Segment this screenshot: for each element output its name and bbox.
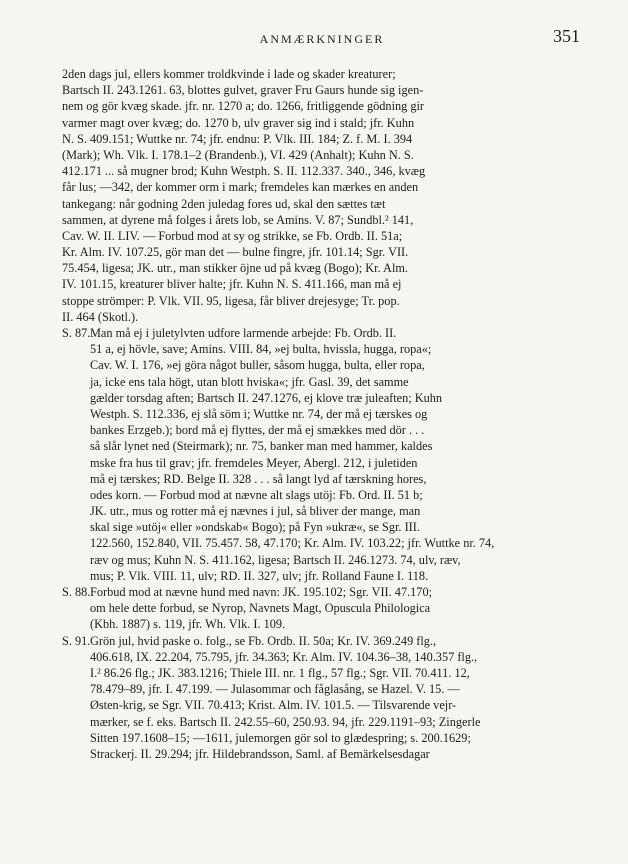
line-text: odes korn. — Forbud mod at nævne alt slags utöj: Fb. Ord. II. 51 b; xyxy=(90,487,423,502)
text-line xyxy=(62,374,588,390)
line-text: I.² 86.26 flg.; JK. 383.1216; Thiele III. nr. 1 flg., 57 flg.; Sgr. VII. 70.411. 12, xyxy=(90,665,470,680)
line-text: om hele dette forbud, se Nyrop, Navnets Magt, Opuscula Philologica xyxy=(90,601,431,616)
line-text: mske fra hus til grav; jfr. fremdeles Meyer, Abergl. 212, i juletiden xyxy=(90,455,418,470)
text-line xyxy=(62,406,588,422)
line-text: JK. utr., mus og rotter må ej nævnes i jul, så bliver der mange, man xyxy=(90,504,421,519)
text-line xyxy=(62,179,588,195)
line-text: bankes Erzgeb.); bord må ej flyttes, der må ej smækkes med dör . . . xyxy=(90,423,425,438)
line-text: mærker, se f. eks. Bartsch II. 242.55–60, 250.93. 94, jfr. 229.1191–93; Zingerle xyxy=(90,714,481,729)
text-line xyxy=(62,746,588,762)
text-line xyxy=(62,714,588,730)
text-line xyxy=(62,633,588,649)
line-text: 406.618, IX. 22.204, 75.795, jfr. 34.363; Kr. Alm. IV. 104.36–38, 140.357 flg., xyxy=(90,649,478,664)
text-line xyxy=(62,487,588,503)
text-line xyxy=(62,131,588,147)
text-line xyxy=(62,503,588,519)
line-text: N. S. 409.151; Wuttke nr. 74; jfr. endnu: P. Vlk. III. 184; Z. f. M. I. 394 xyxy=(62,131,413,146)
note-label: S. 87. xyxy=(62,326,91,340)
text-line xyxy=(62,600,588,616)
line-text: 412.171 ... så mugner brod; Kuhn Westph. S. II. 112.337. 340., 346, kvæg xyxy=(62,164,426,179)
text-line xyxy=(62,390,588,406)
text-line xyxy=(62,293,588,309)
line-text: Grön jul, hvid paske o. folg., se Fb. Ordb. II. 50a; Kr. IV. 369.249 flg., xyxy=(90,633,437,648)
text-line xyxy=(62,260,588,276)
text-line xyxy=(62,163,588,179)
text-line xyxy=(62,584,588,600)
note-label: S. 91. xyxy=(62,633,91,648)
text-line xyxy=(62,276,588,292)
line-text: skal sige »utöj« eller »ondskab« Bogo); på Fyn »ukræ«, se Sgr. III. xyxy=(90,520,420,535)
line-text: 2den dags jul, ellers kommer troldkvinde i lade og skader kreaturer; xyxy=(62,67,396,81)
note-block xyxy=(62,633,588,763)
text-line xyxy=(62,438,588,454)
note-block xyxy=(62,584,588,633)
page-number: 351 xyxy=(553,26,580,46)
running-title: ANMÆRKNINGER xyxy=(259,32,385,46)
note-block xyxy=(62,325,588,584)
line-text: tankegang: når godning 2den juledag fores ud, skal den sættes tæt xyxy=(62,196,386,211)
line-text: varmer magt over kvæg; do. 1270 b, ulv graver sig ind i stald; jfr. Kuhn xyxy=(62,115,415,130)
line-text: 78.479–89, jfr. I. 47.199. — Julasommar och fåglasång, se Hazel. V. 15. — xyxy=(90,682,460,697)
line-text: Strackerj. II. 29.294; jfr. Hildebrandsson, Saml. af Bemärkelsesdagar xyxy=(90,746,430,761)
text-line xyxy=(62,697,588,713)
line-text: stoppe strömper: P. Vlk. VII. 95, ligesa, får bliver drejesyge; Tr. pop. xyxy=(62,293,400,308)
text-line xyxy=(62,552,588,568)
text-line xyxy=(62,535,588,551)
line-text: Forbud mod at nævne hund med navn: JK. 195.102; Sgr. VII. 47.170; xyxy=(90,585,433,599)
line-text: Westph. S. 112.336, ej slå söm i; Wuttke nr. 74, der må ej tærskes og xyxy=(90,406,428,421)
text-line xyxy=(62,82,588,98)
line-text: ja, icke ens tala högt, utan blott hviska«; jfr. Gasl. 39, det samme xyxy=(90,374,409,389)
line-text: Cav. W. II. LIV. — Forbud mod at sy og strikke, se Fb. Ordb. II. 51a; xyxy=(62,228,403,243)
line-text: får lus; —342, der kommer orm i mark; fremdeles kan mærkes en anden xyxy=(62,180,419,195)
text-line xyxy=(62,471,588,487)
line-text: Kr. Alm. IV. 107.25, gör man det — bulne fingre, jfr. 101.14; Sgr. VII. xyxy=(62,245,409,260)
text-line xyxy=(62,98,588,114)
text-line xyxy=(62,341,588,357)
text-line xyxy=(62,616,588,632)
text-line xyxy=(62,309,588,325)
line-text: Cav. W. I. 176, »ej göra något buller, såsom hugga, bulta, eller ropa, xyxy=(90,358,425,373)
text-line xyxy=(62,455,588,471)
page-header xyxy=(62,26,582,52)
text-line xyxy=(62,147,588,163)
text-line xyxy=(62,730,588,746)
line-text: må ej tærskes; RD. Belge II. 328 . . . så langt lyd af tærskning hores, xyxy=(90,471,427,486)
line-text: Østen-krig, se Sgr. VII. 70.413; Krist. Alm. IV. 101.5. — Tilsvarende vejr- xyxy=(90,698,457,713)
line-text: ræv og mus; Kuhn N. S. 411.162, ligesa; Bartsch II. 246.1273. 74, ulv, ræv, xyxy=(90,552,461,567)
notes-body xyxy=(62,66,588,762)
line-text: nem og gör kvæg skade. jfr. nr. 1270 a; do. 1266, fritliggende gödning gir xyxy=(62,99,425,114)
note-block xyxy=(62,66,588,325)
text-line xyxy=(62,357,588,373)
line-text: gælder torsdag aften; Bartsch II. 247.1276, ej klove træ juleaften; Kuhn xyxy=(90,390,443,405)
line-text: Man må ej i juletylvten udfore larmende arbejde: Fb. Ordb. II. xyxy=(90,326,397,340)
line-text: (Mark); Wh. Vlk. I. 178.1–2 (Brandenb.), VI. 429 (Anhalt); Kuhn N. S. xyxy=(62,147,414,162)
line-text: mus; P. Vlk. VIII. 11, ulv; RD. II. 327, ulv; jfr. Rolland Faune I. 118. xyxy=(90,568,429,583)
text-line xyxy=(62,665,588,681)
line-text: Bartsch II. 243.1261. 63, blottes gulvet, graver Fru Gaurs hunde sig igen- xyxy=(62,83,424,98)
text-line xyxy=(62,212,588,228)
line-text: 122.560, 152.840, VII. 75.457. 58, 47.170; Kr. Alm. IV. 103.22; jfr. Wuttke nr. 74, xyxy=(90,536,495,551)
text-line xyxy=(62,66,588,82)
text-line xyxy=(62,519,588,535)
text-line xyxy=(62,422,588,438)
text-line xyxy=(62,115,588,131)
text-line xyxy=(62,681,588,697)
line-text: Sitten 197.1608–15; —1611, julemorgen gör sol to glædespring; s. 200.1629; xyxy=(90,730,471,745)
text-line xyxy=(62,196,588,212)
line-text: sammen, at dyrene må folges i årets lob, se Amins. V. 87; Sundbl.² 141, xyxy=(62,212,414,227)
line-text: (Kbh. 1887) s. 119, jfr. Wh. Vlk. I. 109. xyxy=(90,617,286,632)
text-line xyxy=(62,325,588,341)
text-line xyxy=(62,649,588,665)
line-text: 75.454, ligesa; JK. utr., man stikker öjne ud på kvæg (Bogo); Kr. Alm. xyxy=(62,261,408,276)
line-text: II. 464 (Skotl.). xyxy=(62,309,139,324)
line-text: så slår lynet ned (Steirmark); nr. 75, banker man med hammer, kaldes xyxy=(90,439,433,454)
line-text: 51 a, ej hövle, save; Amins. VIII. 84, »ej bulta, hvissla, hugga, ropa«; xyxy=(90,342,432,357)
text-line xyxy=(62,228,588,244)
text-line xyxy=(62,244,588,260)
text-line xyxy=(62,568,588,584)
note-label: S. 88. xyxy=(62,585,91,599)
line-text: IV. 101.15, kreaturer bliver halte; jfr. Kuhn N. S. 411.166, man må ej xyxy=(62,277,402,292)
